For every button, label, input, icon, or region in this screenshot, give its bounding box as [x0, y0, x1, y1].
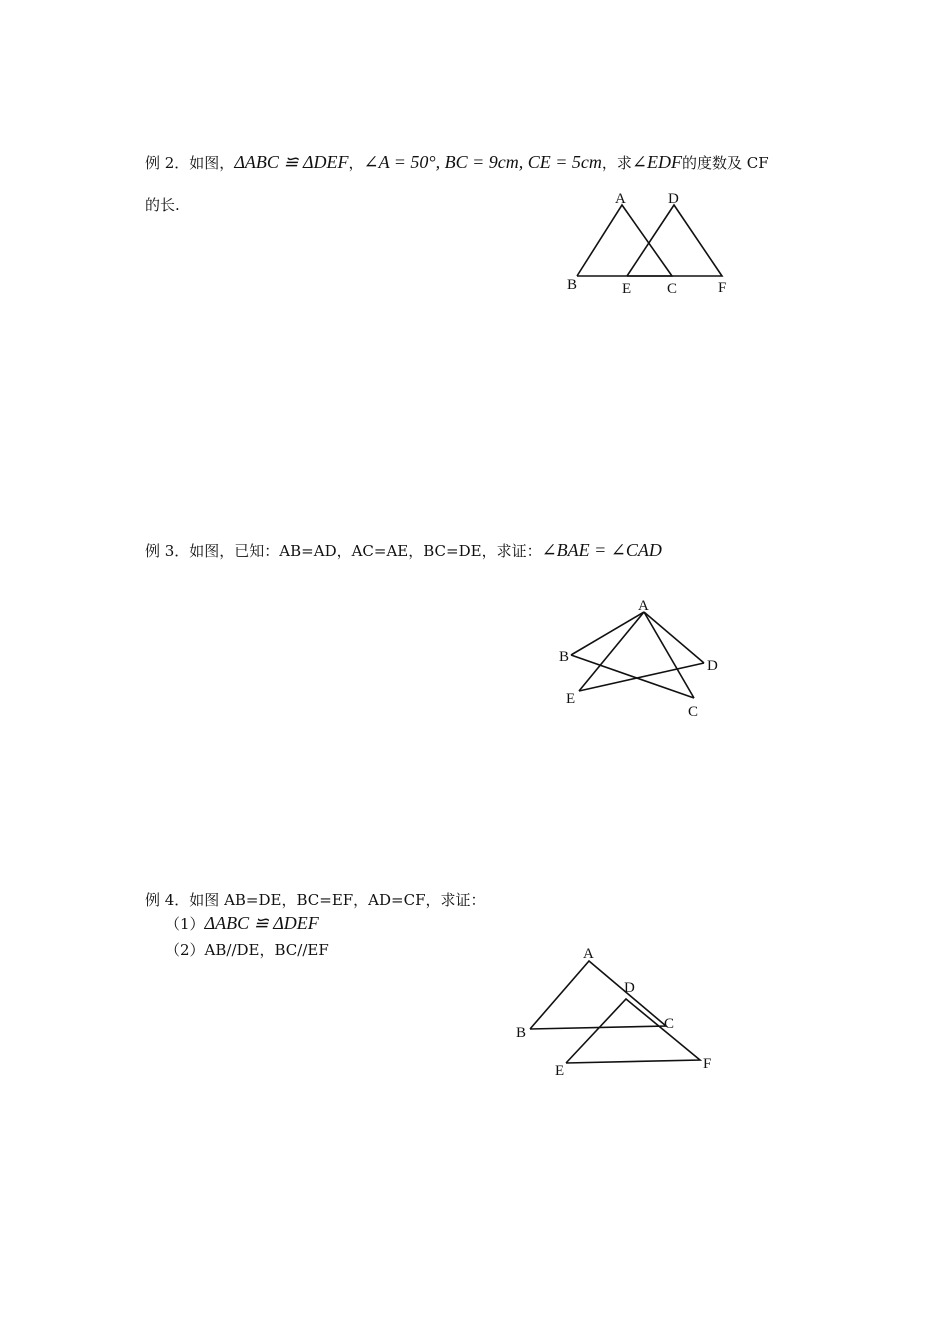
label-e: E — [555, 1063, 565, 1079]
example4-figure — [505, 940, 730, 1085]
example2-given: ∠A = 50°, BC = 9cm, CE = 5cm — [363, 152, 602, 172]
label-d: D — [707, 658, 718, 674]
label-e: E — [566, 691, 576, 707]
example2-ask-suffix: 的度数及 CF — [682, 154, 769, 172]
label-d: D — [624, 980, 635, 996]
label-a: A — [615, 191, 626, 207]
label-e: E — [622, 281, 632, 297]
label-c: C — [667, 281, 678, 297]
example2-prefix: 例 2．如图， — [145, 154, 235, 172]
triangle-def — [627, 205, 722, 276]
example2-separator: ， — [348, 154, 364, 172]
example3-text: 例 3．如图，已知：AB=AD，AC=AE，BC=DE，求证： — [145, 542, 542, 560]
example3-figure — [555, 595, 735, 725]
label-f: F — [718, 280, 727, 296]
example4-item2: （2）AB//DE，BC//EF — [165, 941, 329, 959]
example4-item1 — [165, 913, 319, 934]
label-b: B — [516, 1025, 527, 1041]
label-c: C — [688, 704, 699, 720]
example2-line1 — [145, 152, 769, 173]
label-c: C — [664, 1016, 675, 1032]
example3-goal: ∠BAE = ∠CAD — [541, 540, 662, 560]
segment-bc — [571, 655, 694, 698]
label-a: A — [583, 946, 594, 962]
label-a: A — [638, 598, 649, 614]
example2-figure — [560, 185, 740, 300]
label-f: F — [703, 1056, 712, 1072]
example4-item1-math: ΔABC ≌ ΔDEF — [204, 913, 319, 933]
example4-line: 例 4．如图 AB=DE，BC=EF，AD=CF，求证： — [145, 891, 486, 909]
segment-ad — [644, 612, 704, 663]
example3-line — [145, 540, 662, 561]
segment-ab — [571, 612, 644, 655]
example2-congruence: ΔABC ≌ ΔDEF — [234, 152, 349, 172]
triangle-abc — [530, 961, 666, 1029]
example4-item1-number: （1） — [165, 915, 205, 933]
example2-angle: ∠EDF — [631, 152, 682, 172]
segment-ac — [644, 612, 694, 698]
triangle-abc — [577, 205, 672, 276]
label-d: D — [668, 191, 679, 207]
label-b: B — [567, 277, 578, 293]
label-b: B — [559, 649, 570, 665]
example2-ask-prefix: ，求 — [601, 154, 632, 172]
triangle-def — [566, 999, 700, 1063]
example2-line2: 的长. — [145, 196, 180, 214]
